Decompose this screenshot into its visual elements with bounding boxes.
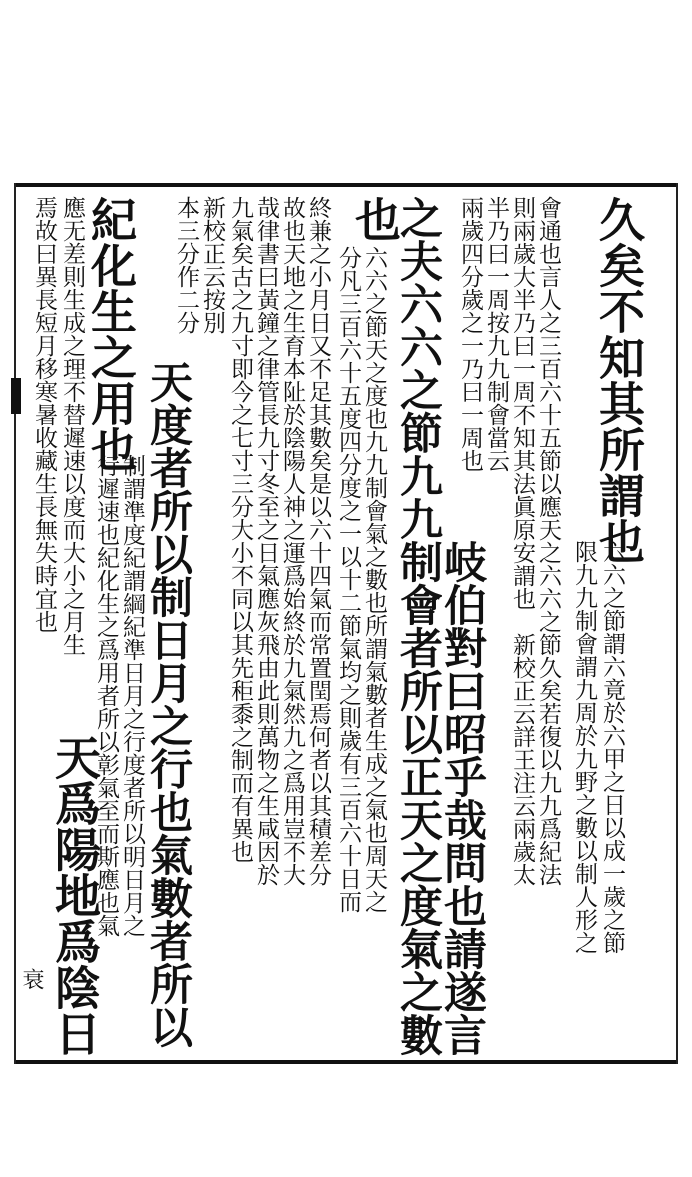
commentary-column-18: 焉故曰異長短月移寒暑收藏生長無失時宜也 <box>31 196 57 633</box>
commentary-column-12: 九氣矣古之九寸即今之七寸三分大小不同以其先秬黍之制而有異也 <box>227 196 253 863</box>
main-text-column-2: 岐伯對曰昭乎哉問也請遂言 <box>437 540 487 1056</box>
page-border-left <box>14 183 16 1064</box>
page-border-right <box>676 183 678 1064</box>
commentary-column-13: 新校正云按別 <box>199 196 225 334</box>
commentary-column-3: 會通也言人之三百六十五節以應天之六六之節久矣若復以九九爲紀法 <box>535 196 561 886</box>
commentary-column-4: 則兩歲大半乃曰一周不知其法眞原安謂也 新校正云詳王注云兩歲太 <box>509 196 535 886</box>
commentary-column-6: 兩歲四分歲之一乃曰一周也 <box>457 196 483 472</box>
commentary-column-1: 六六之節謂六竟於六甲之日以成一歲之節 <box>599 540 625 954</box>
main-text-column-5: 天度者所以制日月之行也氣數者所以 <box>143 360 193 1048</box>
margin-character: 衰 <box>19 968 44 990</box>
commentary-column-9: 終兼之小月日又不足其數矣是以六十四氣而常置閏焉何者以其積差分 <box>305 196 331 886</box>
commentary-column-17: 應无差則生成之理不替遲速以度而大小之月生 <box>59 196 85 656</box>
page-border-top <box>14 183 678 187</box>
commentary-column-11: 哉律書曰黃鐘之律管長九寸冬至之日氣應灰飛由此則萬物之生咸因於 <box>253 196 279 886</box>
commentary-column-14: 本三分作二分 <box>173 196 199 334</box>
commentary-column-8: 分凡三百六十五度四分度之一以十二節氣均之則歲有三百六十日而 <box>335 246 361 913</box>
main-text-column-6: 紀化生之用也 <box>84 196 138 472</box>
binding-mark <box>11 378 21 414</box>
commentary-column-2: 限九九制會謂九周於九野之數以制人形之 <box>571 540 597 954</box>
main-text-column-3: 之夫六六之節九九制會者所以正天之度氣之數 <box>393 196 443 1056</box>
page-border-bottom <box>14 1060 678 1064</box>
commentary-column-15: 制謂準度紀謂綱紀準日月之行度者所以明日月之 <box>119 454 145 937</box>
commentary-column-16: 行遲速也紀化生之爲用者所以彰氣至而斯應也氣 <box>93 454 119 937</box>
main-text-column-4: 也 <box>348 196 402 242</box>
main-text-column-7: 天爲陽地爲陰日 <box>48 734 102 1056</box>
commentary-column-10: 故也天地之生育本阯於陰陽人神之運爲始終於九氣然九之爲用豈不大 <box>279 196 305 886</box>
main-text-column-1: 久矣不知其所謂也 <box>592 196 646 564</box>
commentary-column-5: 半乃曰一周按九九制會當云 <box>483 196 509 472</box>
commentary-column-7: 六六之節天之度也九九制會氣之數也所謂氣數者生成之氣也周天之 <box>361 246 387 913</box>
